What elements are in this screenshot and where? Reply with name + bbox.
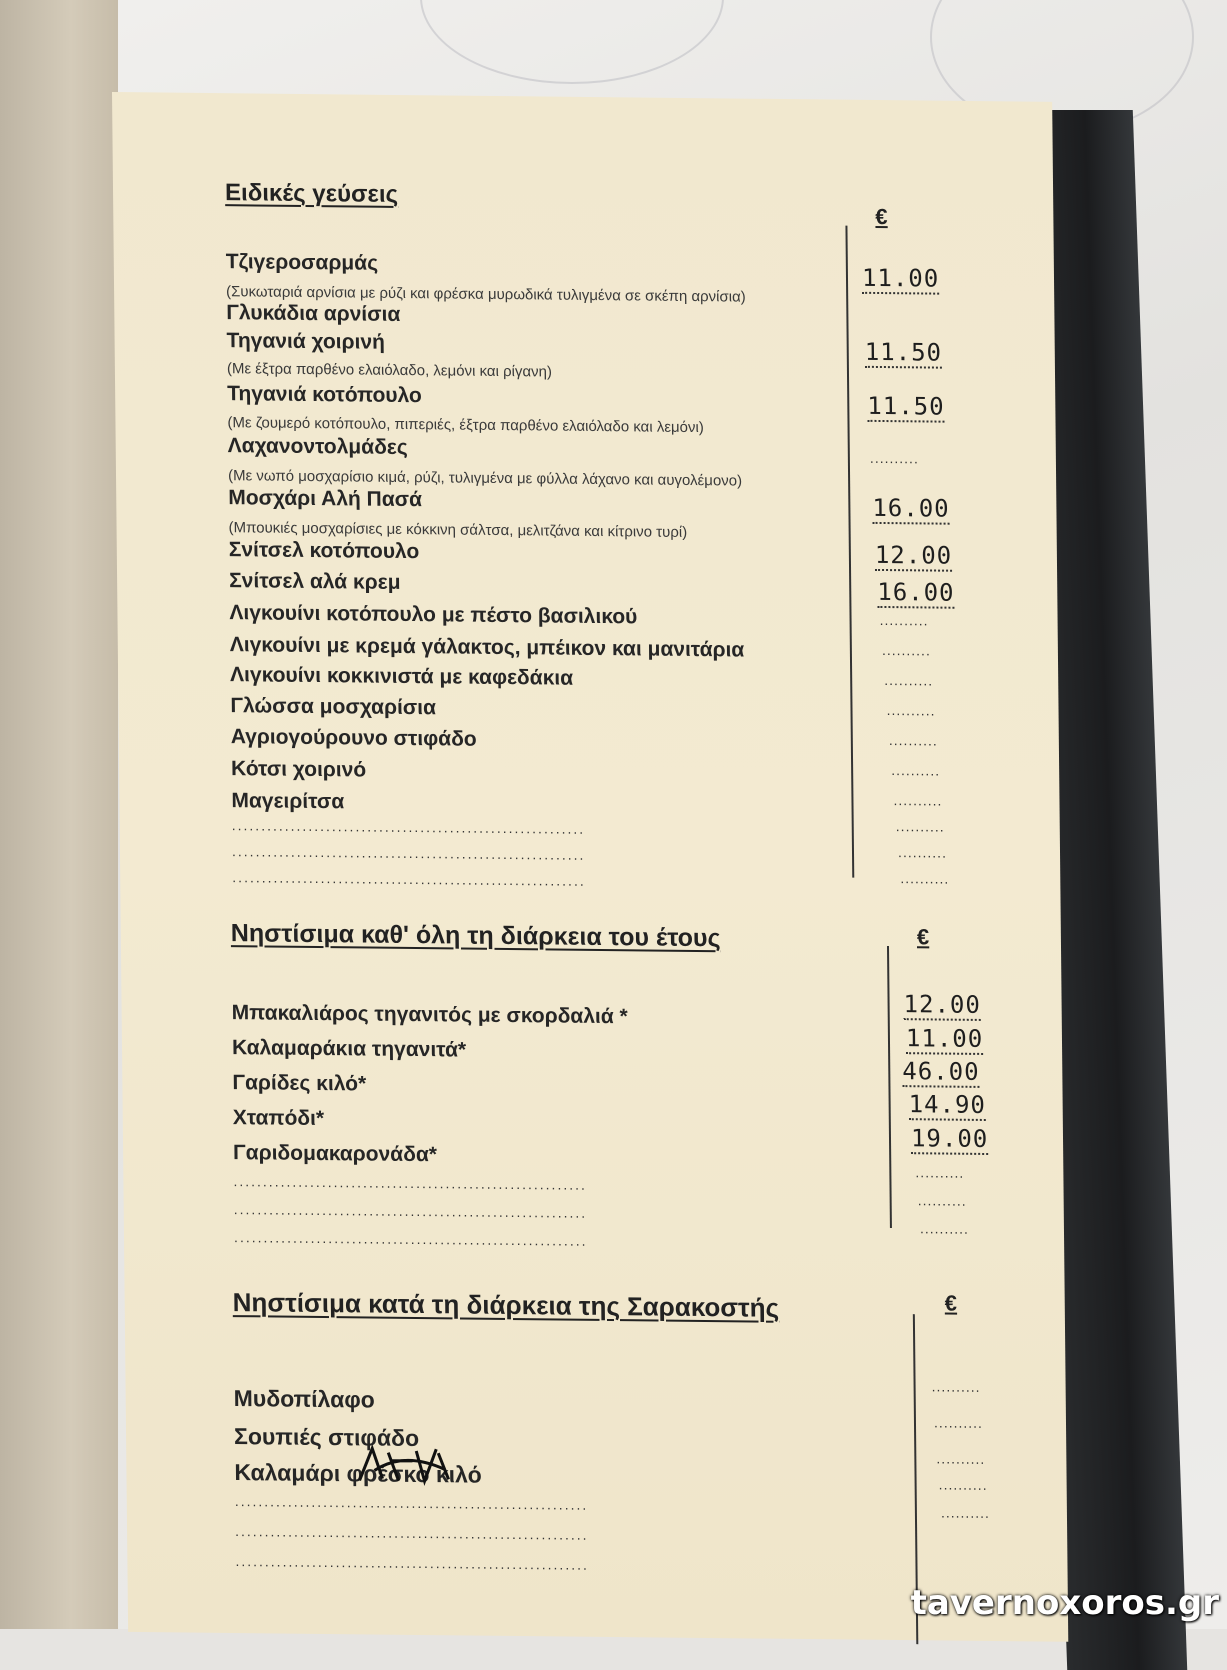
menu-item-description: (Με νωπό μοσχαρίσιο κιμά, ρύζι, τυλιγμένα με φύλλα λάχανο και αυγολέμονο) xyxy=(227,467,743,490)
price-placeholder-dots: .......... xyxy=(931,1378,981,1395)
menu-item-name: Μυδοπίλαφο xyxy=(233,1385,375,1413)
menu-item-name: Γλώσσα μοσχαρίσια xyxy=(230,694,437,720)
menu-item-description: (Συκωταριά αρνίσια με ρύζι και φρέσκα μυρωδικά τυλιγμένα σε σκέπη αρνίσια) xyxy=(226,283,746,306)
menu-item-name: Σνίτσελ κοτόπουλο xyxy=(228,538,420,564)
menu-item-name: Καλαμαράκια τηγανιτά* xyxy=(231,1036,467,1062)
menu-item-name: Γαριδομακαρονάδα* xyxy=(232,1141,438,1167)
menu-item-price: 19.00 xyxy=(910,1124,989,1154)
price-placeholder-dots: .......... xyxy=(933,1414,983,1431)
blank-entry-line: ............................................................ xyxy=(234,1493,589,1513)
menu-item-name: Σουπιές στιφάδο xyxy=(233,1423,420,1451)
blank-entry-line: ............................................................ xyxy=(233,1173,587,1193)
price-placeholder-dots: .......... xyxy=(893,792,943,809)
blank-entry-line: ............................................................ xyxy=(234,1523,589,1543)
menu-item-description: (Με ζουμερό κοτόπουλο, πιπεριές, έξτρα παρθένο ελαιόλαδο και λεμόνι) xyxy=(227,414,704,437)
blank-entry-line: ............................................................ xyxy=(232,869,586,889)
menu-item-price: 12.00 xyxy=(903,990,982,1019)
euro-header-fasting-year: € xyxy=(916,924,930,950)
price-placeholder-dots: .......... xyxy=(869,449,919,467)
menu-item-name: Χταπόδι* xyxy=(232,1106,325,1131)
menu-item-name: Σνίτσελ αλά κρεμ xyxy=(229,569,401,594)
menu-item-name: Τηγανιά κοτόπουλο xyxy=(227,382,422,408)
section-title-fasting-year: Νηστίσιμα καθ' όλη τη διάρκεια του έτους xyxy=(230,919,721,953)
menu-item-name: Αγριογούρουνο στιφάδο xyxy=(230,725,477,751)
menu-item-name: Λιγκουίνι κοκκινιστά με καφεδάκια xyxy=(229,663,574,690)
menu-item-name: Γαρίδες κιλό* xyxy=(232,1071,367,1096)
menu-item-name: Τηγανιά χοιρινή xyxy=(226,329,386,354)
price-placeholder-dots: .......... xyxy=(891,762,941,779)
blank-entry-line: ............................................................ xyxy=(233,1229,588,1249)
blank-entry-line: ............................................................ xyxy=(235,1553,589,1573)
menu-item-price: 12.00 xyxy=(874,540,953,570)
price-placeholder-dots: .......... xyxy=(915,1164,965,1181)
menu-item-price: 16.00 xyxy=(877,577,955,607)
price-placeholder-dots: .......... xyxy=(897,844,948,861)
section-title-lent: Νηστίσιμα κατά τη διάρκεια της Σαρακοστής xyxy=(232,1287,780,1323)
menu-item-name: Καλαμάρι φρέσκο κιλό xyxy=(234,1459,482,1488)
menu-item-name: Λαχανοντολμάδες xyxy=(227,434,408,460)
left-page-edge xyxy=(0,0,118,1629)
menu-item-price: 46.00 xyxy=(902,1057,980,1086)
menu-item-description: (Με έξτρα παρθένο ελαιόλαδο, λεμόνι και ρίγανη) xyxy=(226,360,553,381)
price-placeholder-dots: .......... xyxy=(884,671,934,689)
menu-item-name: Λιγκουίνι κοτόπουλο με πέστο βασιλικού xyxy=(229,601,638,629)
price-placeholder-dots: .......... xyxy=(938,1476,988,1493)
menu-item-name: Τζιγεροσαρμάς xyxy=(225,250,379,275)
menu-item-name: Μοσχάρι Αλή Πασά xyxy=(228,486,423,512)
watermark-text: tavernoxoros.gr xyxy=(910,1583,1219,1623)
price-placeholder-dots: .......... xyxy=(888,732,938,749)
euro-header-special: € xyxy=(875,203,888,230)
price-placeholder-dots: .......... xyxy=(881,641,931,659)
section-title-special: Ειδικές γεύσεις xyxy=(224,179,399,208)
menu-item-name: Γλυκάδια αρνίσια xyxy=(226,301,401,326)
price-placeholder-dots: .......... xyxy=(940,1504,990,1521)
menu-item-price: 11.00 xyxy=(905,1024,984,1053)
menu-item-description: (Μπουκιές μοσχαρίσιες με κόκκινη σάλτσα, μελιτζάνα και κίτρινο τυρί) xyxy=(228,519,688,541)
euro-header-lent: € xyxy=(944,1290,958,1316)
menu-item-name: Μπακαλιάρος τηγανιτός με σκορδαλιά * xyxy=(231,1001,628,1029)
price-column-divider-fasting-year xyxy=(887,946,892,1228)
menu-item-name: Κότσι χοιρινό xyxy=(230,757,367,782)
price-placeholder-dots: .......... xyxy=(900,870,950,887)
price-column-divider-special xyxy=(845,226,854,878)
price-placeholder-dots: .......... xyxy=(936,1450,986,1467)
blank-entry-line: ............................................................ xyxy=(231,843,586,863)
blank-entry-line: ............................................................ xyxy=(231,817,586,837)
menu-item-name: Λιγκουίνι με κρεμά γάλακτος, μπέικον και μανιτάρια xyxy=(229,633,745,662)
price-placeholder-dots: .......... xyxy=(895,818,945,835)
menu-item-price: 14.90 xyxy=(908,1090,987,1119)
menu-item-price: 11.50 xyxy=(867,391,945,421)
price-placeholder-dots: .......... xyxy=(917,1192,967,1209)
menu-page xyxy=(112,92,1068,1642)
menu-item-price: 16.00 xyxy=(872,493,950,523)
price-placeholder-dots: .......... xyxy=(886,702,936,719)
menu-item-price: 11.50 xyxy=(864,337,943,367)
menu-item-name: Μαγειρίτσα xyxy=(231,789,345,814)
menu-item-price: 11.00 xyxy=(861,263,940,293)
price-placeholder-dots: .......... xyxy=(919,1220,969,1237)
handwritten-correction-scribble xyxy=(354,1440,455,1491)
price-placeholder-dots: .......... xyxy=(879,611,929,629)
blank-entry-line: ............................................................ xyxy=(233,1201,588,1221)
